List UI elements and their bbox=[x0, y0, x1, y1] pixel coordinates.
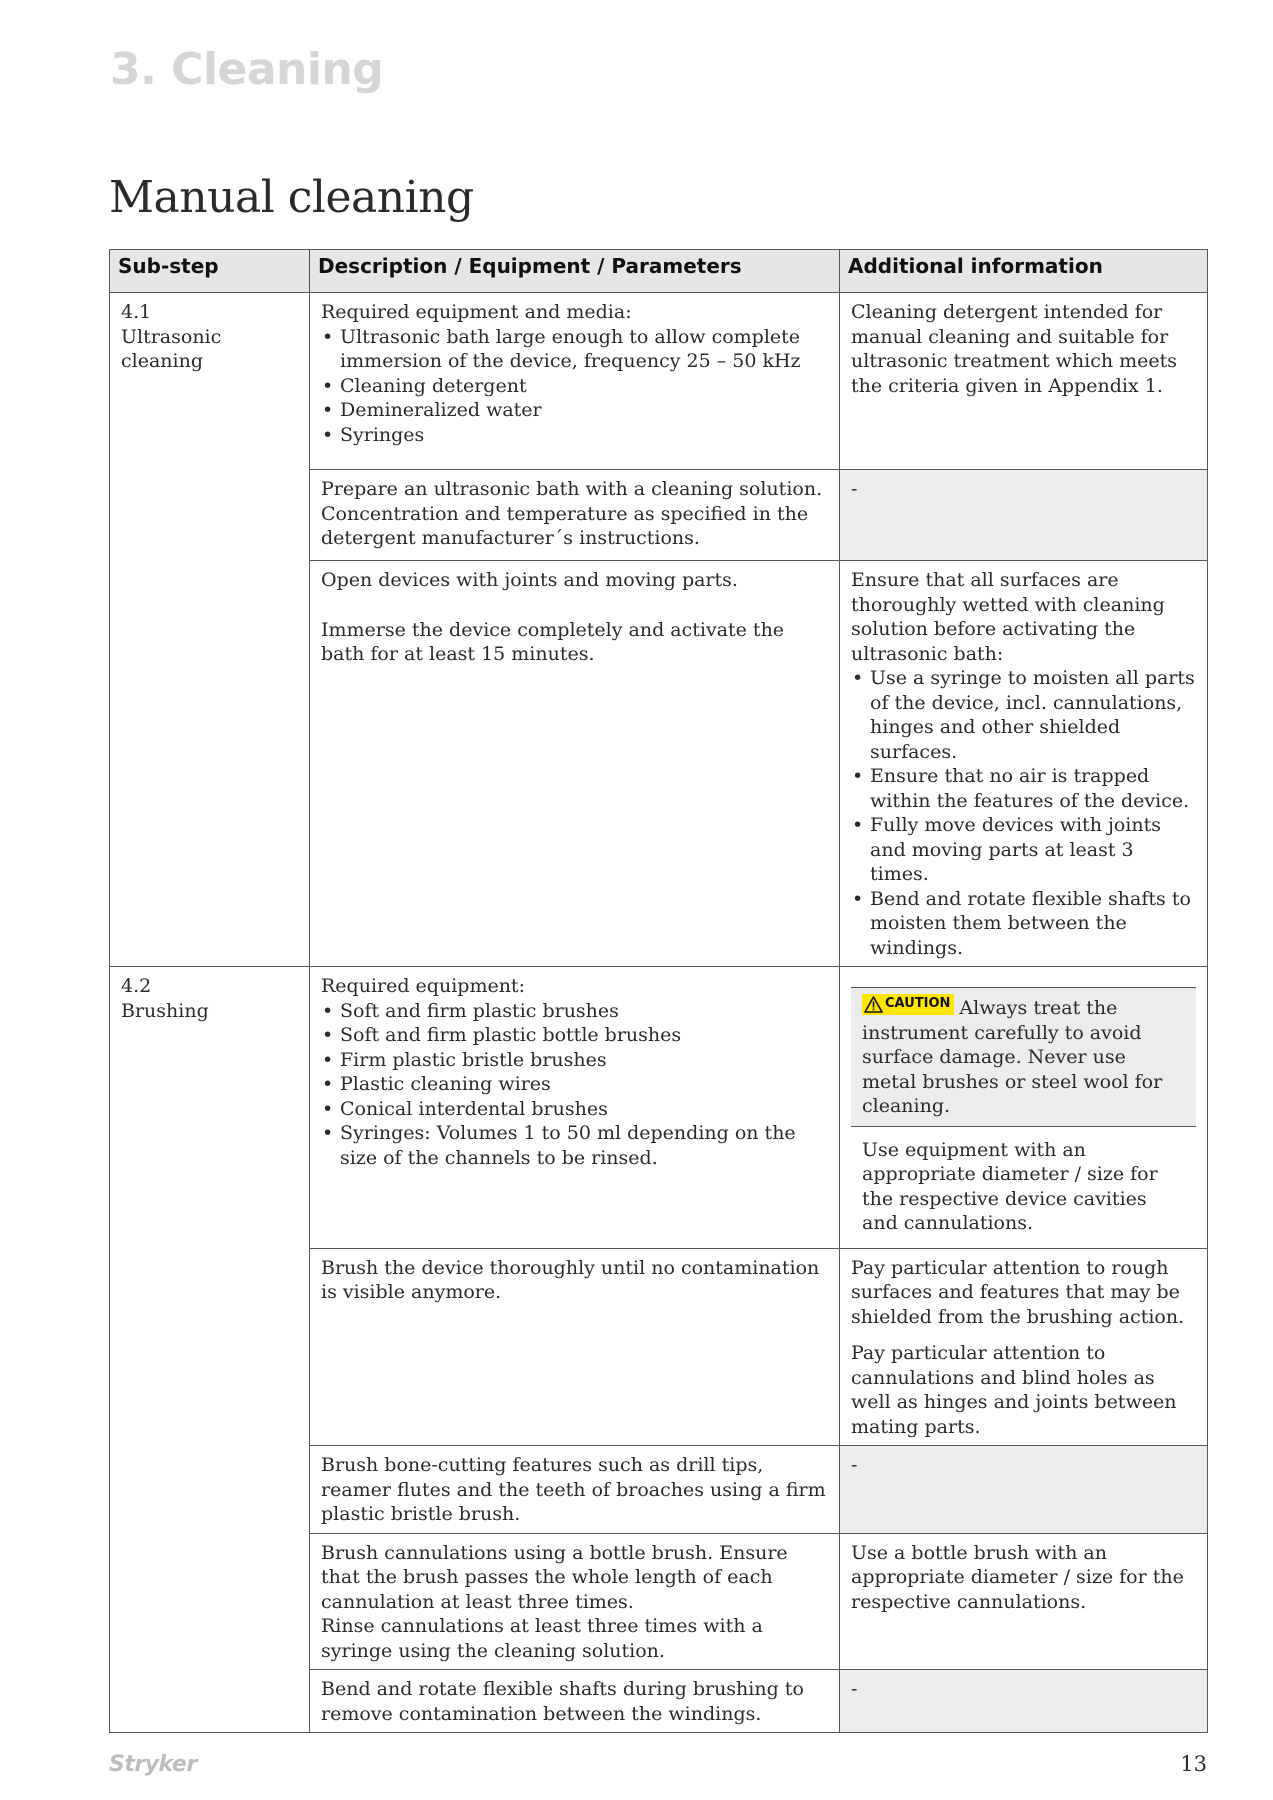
info-cell bbox=[840, 1670, 1208, 1733]
info-text: Pay particular attention to rough surfaces and features that may be shielded from the brushing action. bbox=[851, 1256, 1185, 1328]
substep-cell-4-2 bbox=[110, 967, 310, 1733]
substep-name: Brushing bbox=[121, 999, 209, 1022]
info-cell bbox=[840, 967, 1208, 1249]
description-text: Rinse cannulations at least three times with a syringe using the cleaning solution. bbox=[321, 1615, 763, 1662]
warning-triangle-icon bbox=[864, 996, 883, 1013]
description-text: Brush cannulations using a bottle brush. Ensure that the brush passes the whole length of each cannulation at least three times. bbox=[321, 1541, 788, 1613]
chapter-title: 3. Cleaning bbox=[110, 44, 384, 95]
equipment-intro: Required equipment: bbox=[321, 975, 525, 997]
list-item: • Plastic cleaning wires bbox=[321, 1072, 828, 1097]
description-cell bbox=[310, 1670, 840, 1733]
description-text: Immerse the device completely and activate the bath for at least 15 minutes. bbox=[321, 618, 785, 665]
info-text-block bbox=[851, 1127, 1196, 1242]
substep-name: cleaning bbox=[121, 350, 204, 372]
info-cell bbox=[840, 293, 1208, 470]
info-list bbox=[851, 666, 1196, 960]
substep-name: Ultrasonic bbox=[121, 325, 222, 348]
manual-cleaning-table bbox=[109, 249, 1208, 1733]
info-cell bbox=[840, 470, 1208, 561]
stryker-logo: Stryker bbox=[109, 1752, 197, 1777]
list-item: • Conical interdental brushes bbox=[321, 1097, 828, 1122]
info-text: Use equipment with an appropriate diameter / size for the respective device cavities and cannulations. bbox=[862, 1138, 1158, 1234]
info-intro: Ensure that all surfaces are thoroughly wetted with cleaning solution before activating the ultrasonic bath: bbox=[851, 569, 1165, 665]
description-cell bbox=[310, 1533, 840, 1670]
description-cell bbox=[310, 561, 840, 967]
section-title: Manual cleaning bbox=[109, 172, 474, 223]
substep-cell-4-1 bbox=[110, 293, 310, 967]
list-item: • Ensure that no air is trapped within the features of the device. bbox=[851, 764, 1196, 813]
equipment-list bbox=[321, 325, 828, 448]
equipment-intro: Required equipment and media: bbox=[321, 301, 632, 323]
page-number: 13 bbox=[1180, 1752, 1207, 1776]
info-cell bbox=[840, 1533, 1208, 1670]
header-description: Description / Equipment / Parameters bbox=[310, 250, 840, 293]
list-item: • Syringes: Volumes 1 to 50 ml depending on the size of the channels to be rinsed. bbox=[321, 1121, 828, 1170]
description-cell bbox=[310, 470, 840, 561]
info-cell bbox=[840, 1248, 1208, 1446]
info-text: Cleaning detergent intended for manual cleaning and suitable for ultrasonic treatment which meets the criteria given in Appendix 1. bbox=[851, 301, 1178, 397]
list-item: • Use a syringe to moisten all parts of the device, incl. cannulations, hinges and other shielded surfaces. bbox=[851, 666, 1196, 764]
table-row bbox=[110, 967, 1208, 1249]
info-text: - bbox=[851, 1454, 858, 1476]
info-cell bbox=[840, 1446, 1208, 1534]
description-cell bbox=[310, 1446, 840, 1534]
description-text: Prepare an ultrasonic bath with a cleaning solution. Concentration and temperature as specified in the detergent manufacturer´s instructions. bbox=[321, 478, 823, 549]
header-substep: Sub-step bbox=[110, 250, 310, 293]
info-text: Pay particular attention to cannulations and blind holes as well as hinges and joints between mating parts. bbox=[851, 1342, 1177, 1438]
equipment-list bbox=[321, 999, 828, 1171]
list-item: • Cleaning detergent bbox=[321, 374, 828, 399]
description-text: Open devices with joints and moving parts. bbox=[321, 569, 738, 591]
caution-text: Always treat the instrument carefully to avoid surface damage. Never use metal brushes or steel wool for cleaning. bbox=[862, 997, 1163, 1117]
table-header-row bbox=[110, 250, 1208, 293]
list-item: • Demineralized water bbox=[321, 398, 828, 423]
caution-label: CAUTION bbox=[885, 996, 951, 1012]
description-text: Bend and rotate flexible shafts during brushing to remove contamination between the windings. bbox=[321, 1678, 804, 1725]
description-text: Brush bone-cutting features such as drill tips, reamer flutes and the teeth of broaches using a firm plastic bristle brush. bbox=[321, 1454, 826, 1525]
list-item: • Bend and rotate flexible shafts to moisten them between the windings. bbox=[851, 887, 1196, 961]
substep-number: 4.1 bbox=[121, 301, 152, 323]
list-item: • Soft and firm plastic brushes bbox=[321, 999, 828, 1024]
info-cell bbox=[840, 561, 1208, 967]
info-text: - bbox=[851, 1678, 858, 1700]
info-text: Use a bottle brush with an appropriate diameter / size for the respective cannulations. bbox=[851, 1541, 1184, 1613]
description-text: Brush the device thoroughly until no contamination is visible anymore. bbox=[321, 1256, 820, 1303]
list-item: • Syringes bbox=[321, 423, 828, 448]
list-item: • Firm plastic bristle brushes bbox=[321, 1048, 828, 1073]
header-additional-info: Additional information bbox=[840, 250, 1208, 293]
caution-badge bbox=[862, 994, 954, 1015]
table-row bbox=[110, 293, 1208, 470]
description-cell bbox=[310, 967, 840, 1249]
divider bbox=[851, 974, 1196, 988]
list-item: • Fully move devices with joints and moving parts at least 3 times. bbox=[851, 813, 1196, 887]
list-item: • Ultrasonic bath large enough to allow complete immersion of the device, frequency 25 – 50 kHz bbox=[321, 325, 828, 374]
list-item: • Soft and firm plastic bottle brushes bbox=[321, 1023, 828, 1048]
description-cell bbox=[310, 293, 840, 470]
description-cell bbox=[310, 1248, 840, 1446]
info-text: - bbox=[851, 478, 858, 500]
substep-number: 4.2 bbox=[121, 975, 152, 997]
caution-box bbox=[851, 988, 1196, 1127]
